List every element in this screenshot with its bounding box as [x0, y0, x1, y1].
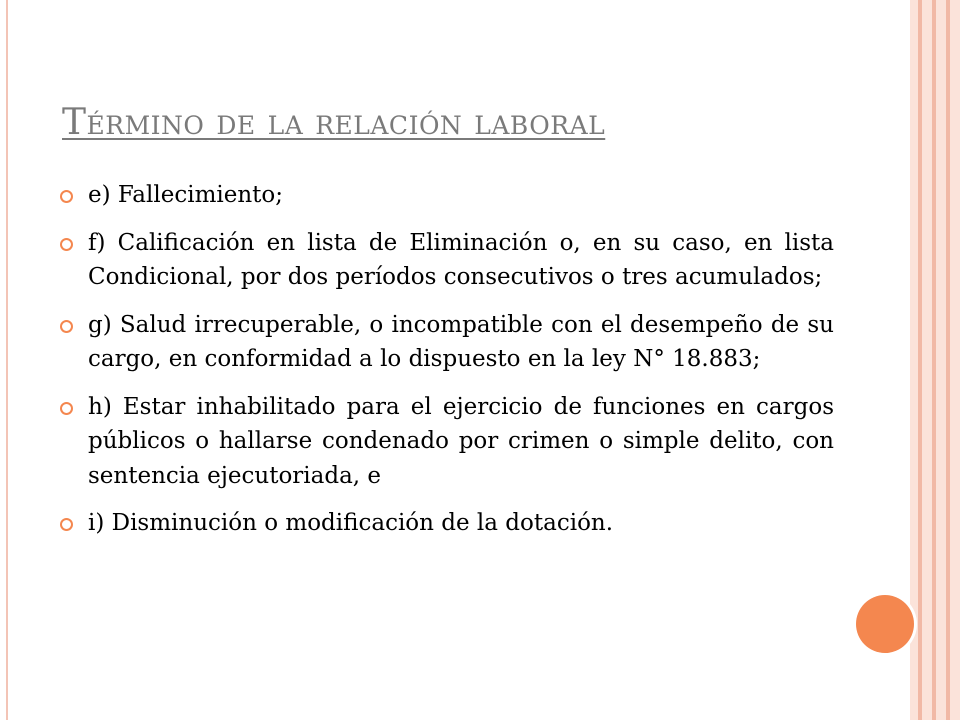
- bullet-item-g: [60, 308, 834, 377]
- bullet-item-i: [60, 506, 834, 541]
- bullet-circle-icon: [60, 190, 73, 203]
- bullet-item-e: [60, 178, 834, 213]
- bullet-circle-icon: [60, 402, 73, 415]
- bullet-text: g) Salud irrecuperable, o incompatible con el desempeño de su cargo, en conformidad a lo dispuesto en la ley N° 18.883;: [88, 311, 834, 372]
- bullet-item-f: [60, 226, 834, 295]
- bullet-text: f) Calificación en lista de Eliminación o, en su caso, en lista Condicional, por dos períodos consecutivos o tres acumulados;: [88, 229, 834, 290]
- orange-circle-decoration: [856, 595, 914, 653]
- bullet-text: i) Disminución o modificación de la dotación.: [88, 510, 614, 536]
- bullet-circle-icon: [60, 320, 73, 333]
- slide-title: Término de la relación laboral: [62, 102, 606, 143]
- bullet-text: e) Fallecimiento;: [88, 182, 283, 208]
- right-decorative-stripes: [910, 0, 960, 720]
- left-border-line: [6, 0, 8, 720]
- bullet-text: h) Estar inhabilitado para el ejercicio de funciones en cargos públicos o hallarse condenado por crimen o simple delito, con sentencia ejecutoriada, e: [88, 393, 834, 489]
- bullet-item-h: [60, 390, 834, 494]
- bullet-circle-icon: [60, 518, 73, 531]
- bullet-list: [60, 178, 834, 554]
- bullet-circle-icon: [60, 238, 73, 251]
